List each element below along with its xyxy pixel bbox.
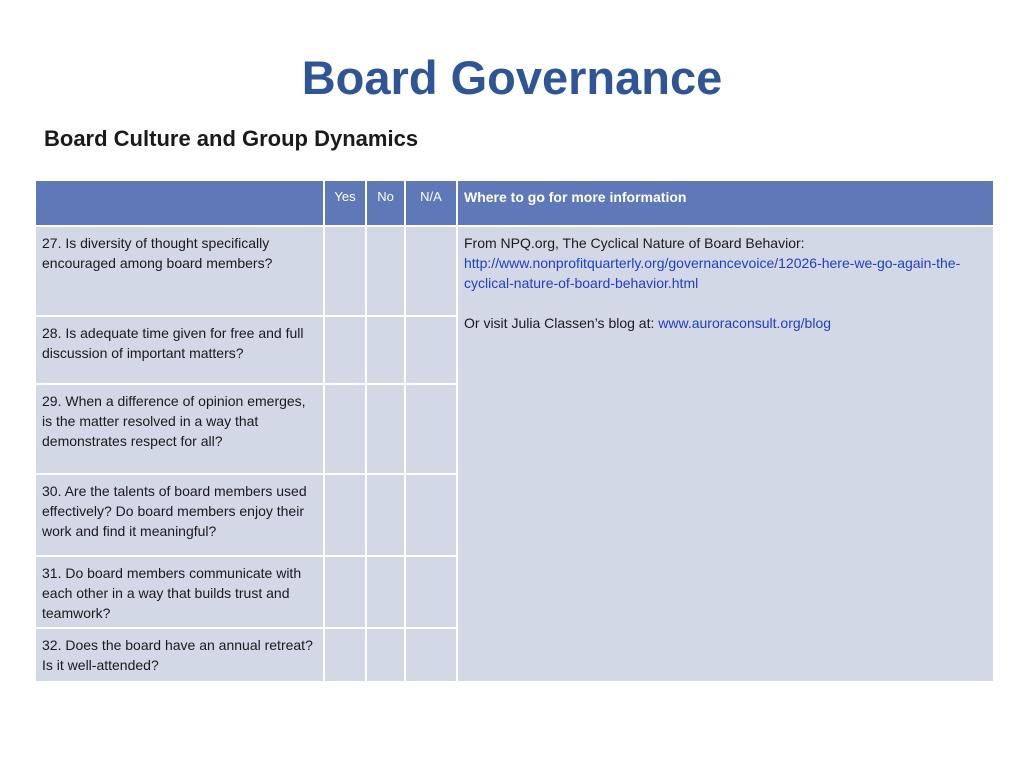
no-cell[interactable] (366, 384, 405, 474)
na-cell[interactable] (405, 628, 457, 682)
na-cell[interactable] (405, 384, 457, 474)
header-na: N/A (405, 180, 457, 226)
question-cell: 30. Are the talents of board members used effectively? Do board members enjoy their work and find it meaningful? (35, 474, 324, 556)
yes-cell[interactable] (324, 474, 366, 556)
yes-cell[interactable] (324, 316, 366, 384)
question-cell: 32. Does the board have an annual retreat? Is it well-attended? (35, 628, 324, 682)
question-cell: 28. Is adequate time given for free and full discussion of important matters? (35, 316, 324, 384)
header-question (35, 180, 324, 226)
no-cell[interactable] (366, 226, 405, 316)
na-cell[interactable] (405, 316, 457, 384)
blog-link[interactable]: www.auroraconsult.org/blog (658, 315, 832, 331)
no-cell[interactable] (366, 628, 405, 682)
yes-cell[interactable] (324, 226, 366, 316)
question-cell: 29. When a difference of opinion emerges, is the matter resolved in a way that demonstrates respect for all? (35, 384, 324, 474)
na-cell[interactable] (405, 556, 457, 628)
source-intro: From NPQ.org, The Cyclical Nature of Board Behavior: (464, 235, 805, 251)
question-cell: 31. Do board members communicate with each other in a way that builds trust and teamwork? (35, 556, 324, 628)
blog-intro: Or visit Julia Classen’s blog at: (464, 315, 659, 331)
question-cell: 27. Is diversity of thought specifically encouraged among board members? (35, 226, 324, 316)
yes-cell[interactable] (324, 556, 366, 628)
source-link[interactable]: http://www.nonprofitquarterly.org/governancevoice/12026-here-we-go-again-the-cyclical-nature-of-board-behavior.html (464, 255, 961, 291)
header-row (35, 180, 994, 226)
yes-cell[interactable] (324, 384, 366, 474)
page-subtitle: Board Culture and Group Dynamics (44, 126, 419, 151)
page-title: Board Governance (301, 51, 723, 104)
na-cell[interactable] (405, 226, 457, 316)
governance-table (34, 179, 995, 683)
info-cell (457, 226, 994, 682)
no-cell[interactable] (366, 474, 405, 556)
table-row (35, 226, 994, 316)
header-yes: Yes (324, 180, 366, 226)
na-cell[interactable] (405, 474, 457, 556)
header-no: No (366, 180, 405, 226)
no-cell[interactable] (366, 556, 405, 628)
no-cell[interactable] (366, 316, 405, 384)
header-info: Where to go for more information (457, 180, 994, 226)
yes-cell[interactable] (324, 628, 366, 682)
